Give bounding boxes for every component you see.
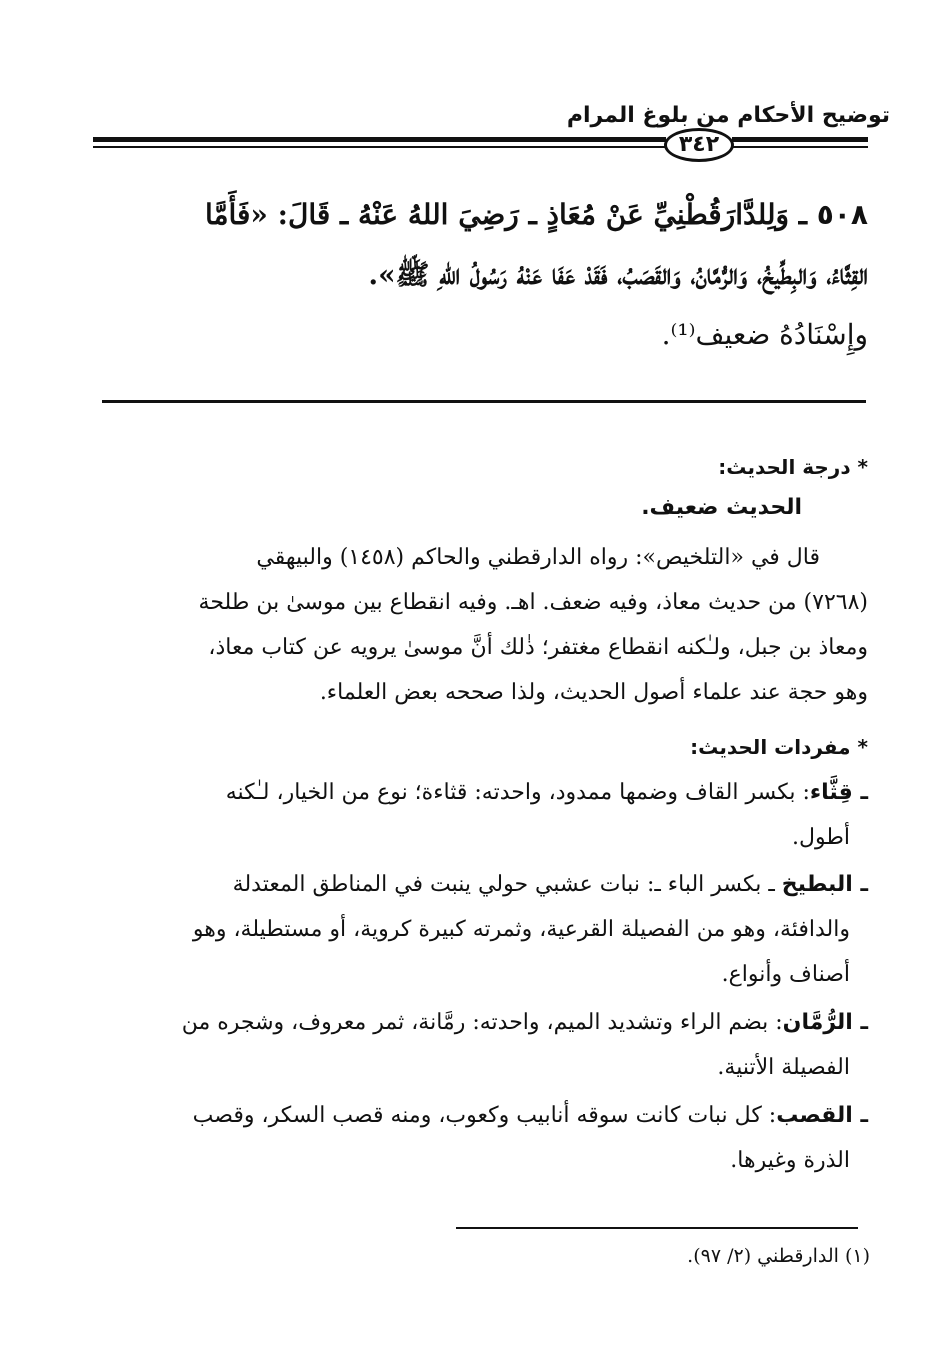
header-rule-right-thin [732,146,868,148]
hadith-line-3: وإِسْنَادُهُ ضعيف⁽¹⁾. [661,318,868,351]
vocab-definition: ـ بكسر الباء ـ: نبات عشبي حولي ينبت في المناطق المعتدلة [232,872,782,897]
grade-heading: * درجة الحديث: [718,455,868,479]
vocab-term: ـ القصب [776,1103,868,1128]
vocab-term: ـ قِثَّاء [809,780,868,805]
footnote: (١) الدارقطني (٢/ ٩٧). [687,1245,870,1267]
vocab-entry-2-line-2: والدافئة، وهو من الفصيلة القرعية، وثمرته كبيرة كروية، أو مستطيلة، وهو [192,917,850,942]
book-title: توضيح الأحكام من بلوغ المرام [566,103,890,128]
vocab-entry-1-line-2: أطول. [792,825,850,850]
vocab-entry-3-line-1 [90,1010,868,1035]
grade-line-1: قال في «التلخيص»: رواه الدارقطني والحاكم (١٤٥٨) والبيهقي [256,545,820,570]
vocab-entry-1-line-1 [90,780,868,805]
vocab-term: ـ البطيخ [781,872,868,897]
hadith-line-1: ٥٠٨ ـ وَلِلدَّارَقُطْنِيِّ عَنْ مُعَاذٍ ـ رَضِيَ اللهُ عَنْهُ ـ قَالَ: «فَأَمَّا [204,198,868,231]
vocab-entry-3-line-2: الفصيلة الأتنية. [717,1055,850,1080]
header-rule-left-thick [93,137,666,142]
grade-line-3: ومعاذ بن جبل، ولـٰكنه انقطاع مغتفر؛ ذٰلك أنَّ موسىٰ يرويه عن كتاب معاذ، [208,635,868,660]
page-number: ٣٤٢ [664,128,734,162]
vocab-definition: : كل نبات كانت سوقه أنابيب وكعوب، ومنه قصب السكر، وقصب [192,1103,777,1128]
vocab-entry-4-line-2: الذرة وغيرها. [730,1148,850,1173]
vocab-definition: : بكسر القاف وضمها ممدود، واحدته: قثاءة؛ نوع من الخيار، لـٰكنه [225,780,810,805]
vocab-entry-2-line-3: أصناف وأنواع. [721,962,850,987]
header-rule-right-thick [732,137,868,142]
grade-text: الحديث ضعيف. [641,495,802,520]
header-rule-left-thin [93,146,666,148]
hadith-line-2: القِثَّاءُ، وَالبِطِّيخُ، وَالرُّمَّانُ، وَالقَصَبُ، فَقَدْ عَفَا عَنْهُ رَسُولُ اللهِ ﷺ». [368,258,868,291]
hadith-number: ٥٠٨ [816,198,868,231]
vocab-heading: * مفردات الحديث: [690,735,868,759]
vocab-definition: : بضم الراء وتشديد الميم، واحدته: رمَّانة، ثمر معروف، وشجره من [181,1010,783,1035]
vocab-term: ـ الرُّمَّان [782,1010,868,1035]
hadith-text-1: وَلِلدَّارَقُطْنِيِّ عَنْ مُعَاذٍ ـ رَضِيَ اللهُ عَنْهُ ـ قَالَ: «فَأَمَّا [204,198,790,231]
grade-line-2: (٧٢٦٨) من حديث معاذ، وفيه ضعف. اهـ. وفيه انقطاع بين موسىٰ بن طلحة [198,590,868,615]
footnote-rule [456,1227,858,1229]
section-divider [102,400,866,403]
vocab-entry-4-line-1 [90,1103,868,1128]
vocab-entry-2-line-1 [90,872,868,897]
grade-line-4: وهو حجة عند علماء أصول الحديث، ولذا صححه بعض العلماء. [319,680,868,705]
